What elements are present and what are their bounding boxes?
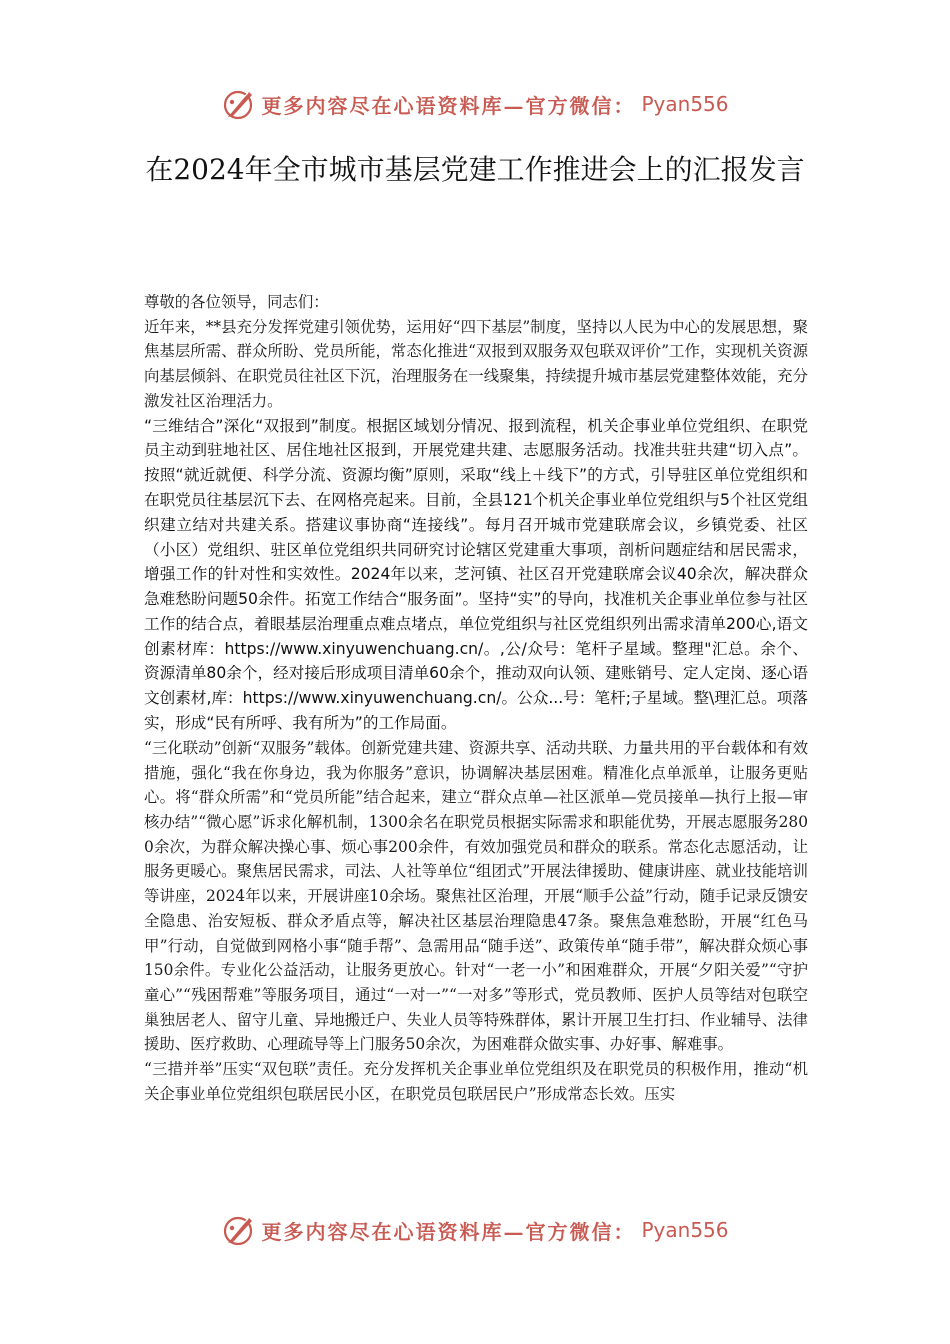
salutation: 尊敬的各位领导，同志们： [144,293,329,311]
watermark-banner-top [0,84,950,124]
watermark-banner-bottom [0,1210,950,1250]
watermark-wechat-id: Pyan556 [641,1218,729,1242]
paragraph-three-linkage: “三化联动”创新“双服务”载体。创新党建共建、资源共享、活动共联、力量共用的平台载体和有效措施，强化“我在你身边，我为你服务”意识，协调解决基层困难。精准化点单派单，让服务更贴心。将“群众所需”和“党员所能”结合起来，建立“群众点单—社区派单—党员接单—执行上报—审核办结”“微心愿”诉求化解机制，1300余名在职党员根据实际需求和职能优势，开展志愿服务2800余次，为群众解决操心事、烦心事200余件，有效加强党员和群众的联系。常态化志愿活动，让服务更暖心。聚焦居民需求，司法、人社等单位“组团式”开展法律援助、健康讲座、就业技能培训等讲座，2024年以来，开展讲座10余场。聚焦社区治理，开展“顺手公益”行动，随手记录反馈安全隐患、治安短板、群众矛盾点等，解决社区基层治理隐患47条。聚焦急难愁盼，开展“红色马甲”行动，自觉做到网格小事“随手帮”、急需用品“随手送”、政策传单“随手带”，解决群众烦心事150余件。专业化公益活动，让服务更放心。针对“一老一小”和困难群众，开展“夕阳关爱”“守护童心”“残困帮难”等服务项目，通过“一对一”“一对多”等形式，党员教师、医护人员等结对包联空巢独居老人、留守儿童、异地搬迁户、失业人员等特殊群体，累计开展卫生打扫、作业辅导、法律援助、医疗救助、心理疏导等上门服务50余次，为困难群众做实事、办好事、解难事。 [144,738,808,1054]
document-title: 在2024年全市城市基层党建工作推进会上的汇报发言 [145,153,805,186]
watermark-wechat-id: Pyan556 [641,92,729,116]
paragraph-three-measures: “三措并举”压实“双包联”责任。充分发挥机关企事业单位党组织及在职党员的积极作用，推动“机关企事业单位党组织包联居民小区，在职党员包联居民户”形成常态长效。压实 [144,1060,808,1103]
paragraph-three-dimensional: “三维结合”深化“双报到”制度。根据区域划分情况、报到流程，机关企事业单位党组织、在职党员主动到驻地社区、居住地社区报到，开展党建共建、志愿服务活动。找准共驻共建“切入点”。按照“就近就便、科学分流、资源均衡”原则，采取“线上＋线下”的方式，引导驻区单位党组织和在职党员往基层沉下去、在网格亮起来。目前，全县121个机关企事业单位党组织与5个社区党组织建立结对共建关系。搭建议事协商“连接线”。每月召开城市党建联席会议，乡镇党委、社区（小区）党组织、驻区单位党组织共同研究讨论辖区党建重大事项，剖析问题症结和居民需求，增强工作的针对性和实效性。2024年以来，芝河镇、社区召开党建联席会议40余次，解决群众急难愁盼问题50余件。拓宽工作结合“服务面”。坚持“实”的导向，找准机关企事业单位参与社区工作的结合点，着眼基层治理重点难点堵点，单位党组织与社区党组织列出需求清单200心,语文创素材库：https://www.xinyuwenchuang.cn/。,公/众号：笔杆子星域。整理"汇总。余个、资源清单80余个，经对接后形成项目清单60余个，推动双向认领、建账销号、定人定岗、逐心语文创素材,库：https://www.xinyuwenchuang.cn/。公众...号：笔杆;子星域。整\理汇总。项落实，形成“民有所呼、我有所为”的工作局面。 [144,416,808,733]
document-body [144,290,808,1106]
paragraph-intro: 近年来，**县充分发挥党建引领优势，运用好“四下基层”制度，坚持以人民为中心的发展思想，聚焦基层所需、群众所盼、党员所能，常态化推进“双报到双服务双包联双评价”工作，实现机关资源向基层倾斜、在职党员往社区下沉，治理服务在一线聚集，持续提升城市基层党建整体效能，充分激发社区治理活力。 [144,317,808,410]
quill-logo-icon [221,86,257,122]
watermark-text: 更多内容尽在心语资料库—官方微信： [261,1219,636,1244]
watermark-text: 更多内容尽在心语资料库—官方微信： [261,93,636,118]
quill-logo-icon [221,1212,257,1248]
